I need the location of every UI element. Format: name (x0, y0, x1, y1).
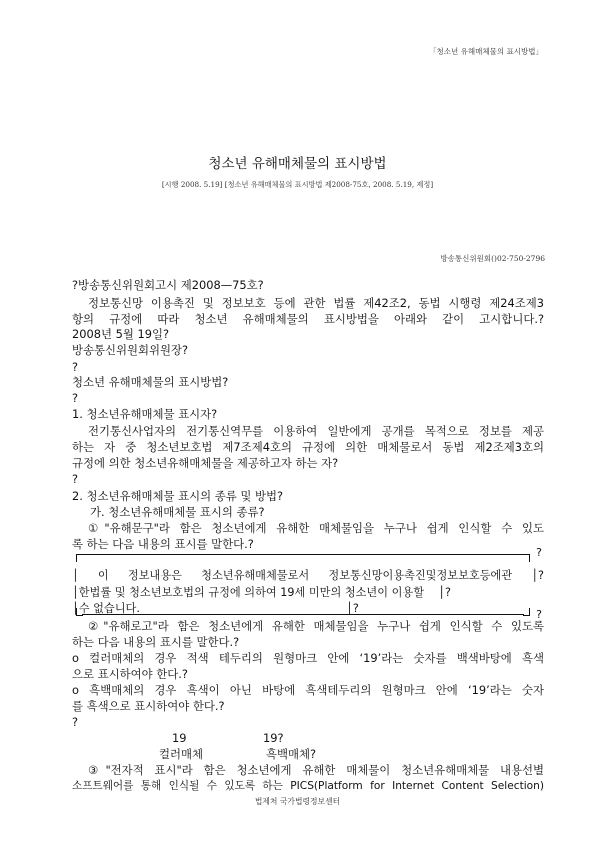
notice-date: 2008년 5월 19일? (72, 327, 170, 341)
document-subtitle: [시행 2008. 5.19] [청소년 유해매체물의 표시방법 제2008-75호, 2008. 5.19, 제정] (161, 180, 434, 189)
body-line: 록 하는 다음 내용의 표시를 말한다.? (72, 537, 254, 551)
box-line: │수 없습니다. │? (72, 602, 359, 615)
body-line: ②"유해로고"라 함은 청소년에게 유해한 매체물임을 누구나 쉽게 인식할 수 있도록 (88, 619, 544, 633)
box-top-border: ? (72, 550, 542, 564)
body-line: ? (72, 715, 79, 729)
box-line: │한법률 및 청소년보호법의 규정에 의하여 19세 미만의 청소년이 이용할 │? (72, 586, 451, 599)
body-line: 전기통신사업자의 전기통신역무를 이용하여 일반에게 공개를 목적으로 정보를 제공 (88, 424, 544, 438)
body-line: 하는 자 중 청소년보호법 제7조제4호의 규정에 의한 매체물로서 동법 제2조제3호의 (72, 440, 544, 454)
body-line: 규정에 의한 청소년유해매체물을 제공하고자 하는 자? (72, 456, 339, 470)
body-line: o 컬러매체의 경우 적색 테두리의 원형마크 안에 ‘19’라는 숫자를 백색바탕에 흑색 (72, 651, 544, 665)
section-title: 청소년 유해매체물의 표시방법? (72, 375, 229, 389)
page-footer: 법제처 국가법령정보센터 (254, 797, 341, 806)
running-header: 「청소년 유해매체물의 표시방법」 (429, 47, 543, 56)
bw-logo-label: 흑백매체? (266, 747, 317, 761)
subsection-heading: 가. 청소년유해매체물 표시의 종류? (90, 505, 265, 519)
box-line: │ 이 정보내용은 청소년유해매체물로서 정보통신망이용촉진및정보보호등에관 │? (72, 569, 544, 582)
body-line: 를 흑색으로 표시하여야 한다.? (72, 699, 225, 713)
bw-logo-number: 19? (263, 731, 284, 745)
body-line: ③"전자적 표시"라 함은 청소년에게 유해한 매체물이 청소년유해매체물 내용선별 (88, 763, 544, 777)
body-line: 으로 표시하여야 한다.? (72, 667, 188, 681)
body-line: 하는 다음 내용의 표시를 말한다.? (72, 635, 240, 649)
section-heading-2: 2. 청소년유해매체물 표시의 종류 및 방법? (72, 489, 284, 503)
body-line: 항의 규정에 따라 청소년 유해매체물의 표시방법을 아래와 같이 고시합니다.? (72, 312, 544, 326)
box-bottom-border: ? (72, 608, 542, 622)
color-logo-number: 19 (172, 731, 187, 745)
body-line: 정보통신망 이용촉진 및 정보보호 등에 관한 법률 제42조2, 동법 시행령 제24조제3 (88, 296, 544, 310)
color-logo-label: 컬러매체 (159, 747, 204, 761)
body-line: ? (72, 472, 79, 486)
body-line: o 흑백매체의 경우 흑색이 아닌 바탕에 흑색테두리의 원형마크 안에 ‘19’라는 숫자 (72, 683, 544, 697)
document-title: 청소년 유해매체물의 표시방법 (208, 156, 387, 172)
notice-number: ?방송통신위원회고시 제2008—75호? (72, 278, 264, 292)
body-line: ? (72, 391, 79, 405)
body-line: 소프트웨어를 통해 인식될 수 있도록 하는 PICS(Platform for Internet Content Selection) (72, 780, 544, 792)
contact-info: 방송통신위원회()02-750-2796 (440, 254, 545, 263)
body-line: ? (72, 360, 79, 374)
issuer: 방송통신위원회위원장? (72, 343, 189, 357)
body-line: ①"유해문구"라 함은 청소년에게 유해한 매체물임을 누구나 쉽게 인식할 수 있도 (88, 521, 544, 535)
section-heading-1: 1. 청소년유해매체물 표시자? (72, 407, 218, 421)
